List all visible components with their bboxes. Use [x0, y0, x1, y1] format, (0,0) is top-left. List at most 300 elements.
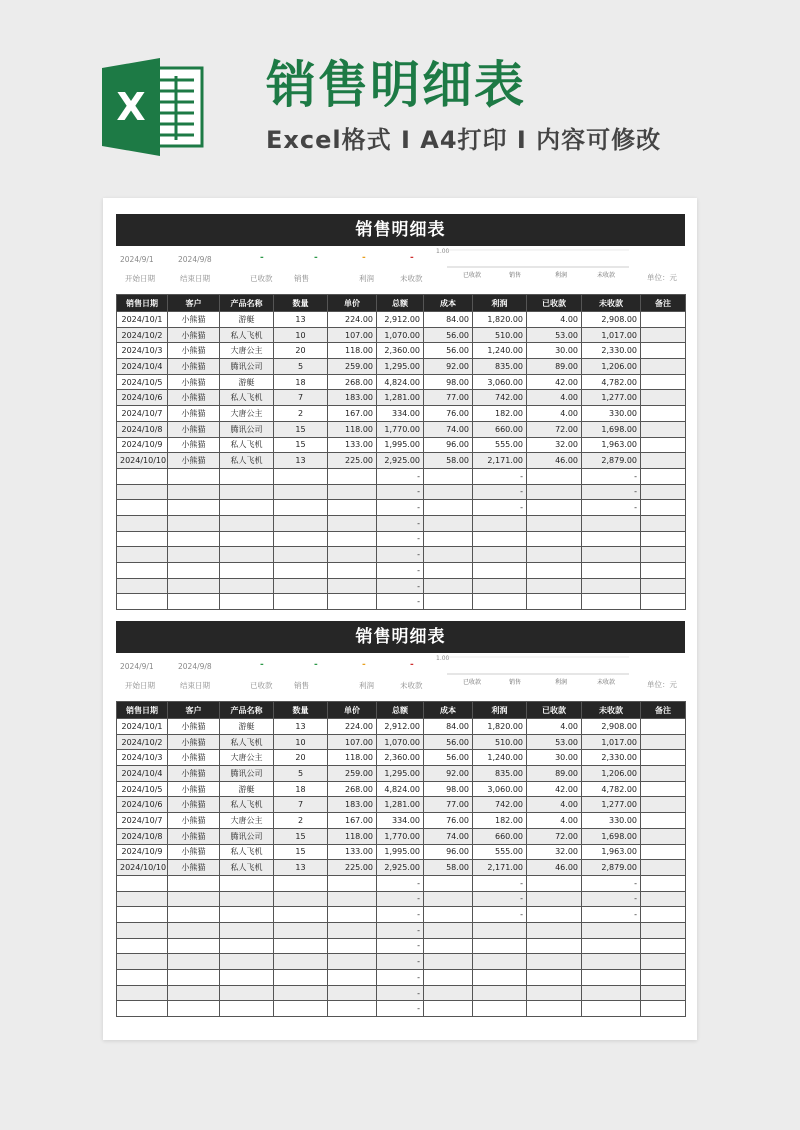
cell-profit: -	[473, 907, 527, 923]
cell-cost: 58.00	[424, 860, 473, 876]
cell-cost: 74.00	[424, 421, 473, 437]
cell-received: 4.00	[527, 312, 582, 328]
end-date: 2024/9/8	[178, 255, 212, 264]
cell-received	[527, 1001, 582, 1017]
received-label: 已收款	[250, 274, 273, 283]
table-row	[117, 500, 686, 516]
cell-product	[220, 891, 274, 907]
unreceived-label: 未收款	[400, 274, 423, 283]
cell-unit-price	[328, 907, 377, 923]
table-row	[117, 797, 686, 813]
cell-quantity: 7	[274, 390, 328, 406]
cell-customer: 小熊猫	[168, 766, 220, 782]
cell-profit: 182.00	[473, 406, 527, 422]
header-cost: 成本	[424, 295, 473, 312]
start-date: 2024/9/1	[120, 255, 154, 264]
cell-cost: 77.00	[424, 797, 473, 813]
cell-product: 大唐公主	[220, 406, 274, 422]
chart-label-unreceived: 未收款	[597, 679, 616, 686]
cell-cost	[424, 468, 473, 484]
cell-received: 4.00	[527, 797, 582, 813]
header-product: 产品名称	[220, 295, 274, 312]
cell-received	[527, 954, 582, 970]
cell-cost: 56.00	[424, 343, 473, 359]
cell-customer: 小熊猫	[168, 828, 220, 844]
cell-unit-price	[328, 938, 377, 954]
cell-remark	[641, 781, 686, 797]
cell-customer: 小熊猫	[168, 327, 220, 343]
cell-received: 46.00	[527, 860, 582, 876]
cell-customer: 小熊猫	[168, 421, 220, 437]
table-header-row	[117, 295, 686, 312]
cell-total: 1,070.00	[377, 734, 424, 750]
summary-chart	[436, 246, 631, 294]
profit-value: -	[362, 660, 366, 670]
cell-cost: 56.00	[424, 327, 473, 343]
cell-total: 1,770.00	[377, 828, 424, 844]
table-body	[117, 719, 686, 1017]
cell-total: 1,770.00	[377, 421, 424, 437]
cell-quantity: 13	[274, 453, 328, 469]
cell-remark	[641, 453, 686, 469]
cell-sale-date: 2024/10/10	[117, 860, 168, 876]
cell-sale-date	[117, 531, 168, 547]
cell-cost: 84.00	[424, 312, 473, 328]
sheet-title: 销售明细表	[116, 214, 685, 246]
cell-sale-date	[117, 875, 168, 891]
cell-profit: 1,820.00	[473, 719, 527, 735]
cell-total: 1,070.00	[377, 327, 424, 343]
cell-received: 53.00	[527, 734, 582, 750]
cell-sale-date: 2024/10/8	[117, 421, 168, 437]
cell-received: 4.00	[527, 719, 582, 735]
end-date: 2024/9/8	[178, 662, 212, 671]
cell-customer: 小熊猫	[168, 374, 220, 390]
header-unreceived: 未收款	[582, 702, 641, 719]
cell-quantity	[274, 563, 328, 579]
cell-total: 334.00	[377, 406, 424, 422]
table-row	[117, 437, 686, 453]
cell-total: 2,360.00	[377, 750, 424, 766]
cell-cost	[424, 594, 473, 610]
cell-received	[527, 578, 582, 594]
cell-profit	[473, 563, 527, 579]
cell-profit: 3,060.00	[473, 374, 527, 390]
chart-label-unreceived: 未收款	[597, 272, 616, 279]
cell-cost: 96.00	[424, 844, 473, 860]
cell-received	[527, 515, 582, 531]
cell-received	[527, 891, 582, 907]
cell-profit: -	[473, 468, 527, 484]
cell-profit	[473, 922, 527, 938]
cell-total: -	[377, 1001, 424, 1017]
cell-quantity: 2	[274, 813, 328, 829]
cell-product: 游艇	[220, 312, 274, 328]
cell-unreceived: 1,206.00	[582, 766, 641, 782]
chart-label-profit: 利润	[555, 679, 568, 686]
cell-product	[220, 1001, 274, 1017]
cell-unreceived: 1,963.00	[582, 844, 641, 860]
cell-cost: 56.00	[424, 734, 473, 750]
cell-remark	[641, 437, 686, 453]
cell-unit-price: 118.00	[328, 750, 377, 766]
header-remark: 备注	[641, 295, 686, 312]
cell-sale-date: 2024/10/6	[117, 797, 168, 813]
cell-customer: 小熊猫	[168, 343, 220, 359]
cell-sale-date	[117, 500, 168, 516]
cell-unreceived	[582, 922, 641, 938]
cell-profit: 1,240.00	[473, 343, 527, 359]
table-row	[117, 766, 686, 782]
cell-quantity	[274, 938, 328, 954]
table-row	[117, 327, 686, 343]
header-received: 已收款	[527, 702, 582, 719]
table-row	[117, 970, 686, 986]
cell-product: 游艇	[220, 374, 274, 390]
cell-cost: 56.00	[424, 750, 473, 766]
cell-quantity	[274, 1001, 328, 1017]
sales-value: -	[314, 660, 318, 670]
cell-product: 私人飞机	[220, 844, 274, 860]
cell-profit	[473, 985, 527, 1001]
cell-customer: 小熊猫	[168, 860, 220, 876]
cell-quantity	[274, 922, 328, 938]
cell-profit: 660.00	[473, 421, 527, 437]
cell-received: 4.00	[527, 813, 582, 829]
start-date-label: 开始日期	[125, 274, 155, 283]
cell-product: 腾讯公司	[220, 766, 274, 782]
sales-table	[116, 701, 686, 1017]
cell-unit-price	[328, 578, 377, 594]
unit-label: 单位：元	[647, 273, 677, 282]
cell-received	[527, 922, 582, 938]
table-row	[117, 421, 686, 437]
cell-remark	[641, 594, 686, 610]
cell-total: 1,281.00	[377, 797, 424, 813]
cell-product	[220, 468, 274, 484]
table-row	[117, 531, 686, 547]
cell-sale-date	[117, 938, 168, 954]
cell-cost: 92.00	[424, 766, 473, 782]
cell-total: -	[377, 922, 424, 938]
cell-profit	[473, 547, 527, 563]
cell-unreceived	[582, 954, 641, 970]
cell-unreceived	[582, 531, 641, 547]
cell-quantity: 13	[274, 312, 328, 328]
profit-value: -	[362, 253, 366, 263]
cell-sale-date: 2024/10/1	[117, 719, 168, 735]
cell-sale-date: 2024/10/4	[117, 359, 168, 375]
cell-unit-price: 268.00	[328, 781, 377, 797]
cell-remark	[641, 343, 686, 359]
cell-total: -	[377, 500, 424, 516]
table-row	[117, 985, 686, 1001]
cell-quantity	[274, 985, 328, 1001]
cell-unreceived: 2,879.00	[582, 453, 641, 469]
cell-customer: 小熊猫	[168, 437, 220, 453]
cell-profit: 555.00	[473, 437, 527, 453]
header-remark: 备注	[641, 702, 686, 719]
cell-remark	[641, 954, 686, 970]
cell-cost	[424, 578, 473, 594]
cell-quantity	[274, 891, 328, 907]
cell-product: 私人飞机	[220, 437, 274, 453]
cell-remark	[641, 531, 686, 547]
cell-product	[220, 547, 274, 563]
svg-text:X: X	[116, 85, 146, 129]
cell-product	[220, 954, 274, 970]
cell-cost	[424, 875, 473, 891]
cell-profit: -	[473, 891, 527, 907]
summary-panel	[116, 653, 685, 701]
cell-remark	[641, 515, 686, 531]
table-row	[117, 907, 686, 923]
cell-received: 46.00	[527, 453, 582, 469]
unreceived-label: 未收款	[400, 681, 423, 690]
cell-cost: 74.00	[424, 828, 473, 844]
cell-cost	[424, 515, 473, 531]
cell-unreceived: 330.00	[582, 813, 641, 829]
cell-unreceived: 2,879.00	[582, 860, 641, 876]
cell-profit	[473, 954, 527, 970]
cell-profit	[473, 578, 527, 594]
header-profit: 利润	[473, 702, 527, 719]
table-row	[117, 954, 686, 970]
cell-unreceived: 1,698.00	[582, 421, 641, 437]
cell-remark	[641, 797, 686, 813]
cell-customer: 小熊猫	[168, 453, 220, 469]
cell-unreceived: 1,206.00	[582, 359, 641, 375]
cell-profit: 2,171.00	[473, 453, 527, 469]
cell-received	[527, 531, 582, 547]
table-row	[117, 734, 686, 750]
cell-unit-price	[328, 891, 377, 907]
cell-sale-date	[117, 594, 168, 610]
cell-total: -	[377, 907, 424, 923]
cell-product: 腾讯公司	[220, 828, 274, 844]
header-total: 总额	[377, 702, 424, 719]
chart-y-max: 1.00	[436, 655, 450, 662]
cell-unit-price	[328, 484, 377, 500]
table-row	[117, 343, 686, 359]
cell-quantity: 7	[274, 797, 328, 813]
cell-cost	[424, 907, 473, 923]
cell-total: -	[377, 985, 424, 1001]
cell-remark	[641, 421, 686, 437]
cell-profit	[473, 1001, 527, 1017]
header-received: 已收款	[527, 295, 582, 312]
received-value: -	[260, 660, 264, 670]
table-row	[117, 594, 686, 610]
cell-unit-price: 224.00	[328, 719, 377, 735]
cell-product: 大唐公主	[220, 750, 274, 766]
cell-remark	[641, 1001, 686, 1017]
cell-total: 4,824.00	[377, 374, 424, 390]
cell-unreceived: -	[582, 891, 641, 907]
cell-product: 腾讯公司	[220, 421, 274, 437]
cell-product: 大唐公主	[220, 343, 274, 359]
cell-received	[527, 985, 582, 1001]
cell-quantity	[274, 594, 328, 610]
cell-remark	[641, 500, 686, 516]
cell-customer	[168, 531, 220, 547]
cell-sale-date: 2024/10/8	[117, 828, 168, 844]
cell-received: 30.00	[527, 343, 582, 359]
cell-product	[220, 938, 274, 954]
cell-customer: 小熊猫	[168, 734, 220, 750]
cell-remark	[641, 907, 686, 923]
cell-remark	[641, 547, 686, 563]
cell-remark	[641, 578, 686, 594]
cell-cost: 92.00	[424, 359, 473, 375]
cell-customer: 小熊猫	[168, 390, 220, 406]
cell-quantity	[274, 578, 328, 594]
cell-unit-price: 133.00	[328, 437, 377, 453]
cell-remark	[641, 938, 686, 954]
start-date: 2024/9/1	[120, 662, 154, 671]
cell-profit: 510.00	[473, 327, 527, 343]
cell-cost	[424, 531, 473, 547]
cell-received	[527, 500, 582, 516]
cell-quantity: 5	[274, 766, 328, 782]
cell-quantity: 13	[274, 860, 328, 876]
cell-unreceived	[582, 515, 641, 531]
cell-remark	[641, 484, 686, 500]
cell-quantity: 10	[274, 327, 328, 343]
cell-sale-date: 2024/10/9	[117, 437, 168, 453]
cell-total: 1,281.00	[377, 390, 424, 406]
table-header-row	[117, 702, 686, 719]
cell-profit: -	[473, 875, 527, 891]
cell-customer	[168, 875, 220, 891]
cell-unreceived: 1,698.00	[582, 828, 641, 844]
cell-total: -	[377, 938, 424, 954]
chart-y-max: 1.00	[436, 248, 450, 255]
cell-unit-price	[328, 954, 377, 970]
cell-remark	[641, 875, 686, 891]
cell-customer	[168, 468, 220, 484]
cell-product: 腾讯公司	[220, 359, 274, 375]
cell-received: 4.00	[527, 406, 582, 422]
cell-cost	[424, 938, 473, 954]
cell-remark	[641, 374, 686, 390]
table-row	[117, 390, 686, 406]
cell-unreceived	[582, 547, 641, 563]
cell-unit-price: 167.00	[328, 813, 377, 829]
cell-customer	[168, 578, 220, 594]
cell-customer: 小熊猫	[168, 719, 220, 735]
cell-profit: -	[473, 500, 527, 516]
cell-sale-date: 2024/10/2	[117, 734, 168, 750]
profit-label: 利润	[359, 681, 374, 690]
cell-cost: 98.00	[424, 781, 473, 797]
cell-sale-date: 2024/10/9	[117, 844, 168, 860]
cell-unreceived: -	[582, 907, 641, 923]
cell-quantity: 5	[274, 359, 328, 375]
cell-remark	[641, 312, 686, 328]
cell-customer	[168, 547, 220, 563]
table-row	[117, 578, 686, 594]
cell-profit: 835.00	[473, 766, 527, 782]
received-value: -	[260, 253, 264, 263]
table-row	[117, 750, 686, 766]
table-row	[117, 312, 686, 328]
cell-received	[527, 484, 582, 500]
cell-total: 4,824.00	[377, 781, 424, 797]
cell-sale-date	[117, 970, 168, 986]
cell-received	[527, 594, 582, 610]
cell-remark	[641, 813, 686, 829]
cell-total: 2,912.00	[377, 312, 424, 328]
cell-unreceived: 1,963.00	[582, 437, 641, 453]
cell-product	[220, 578, 274, 594]
cell-total: -	[377, 970, 424, 986]
cell-cost: 76.00	[424, 813, 473, 829]
cell-product	[220, 594, 274, 610]
cell-total: -	[377, 891, 424, 907]
table-row	[117, 922, 686, 938]
cell-unit-price	[328, 1001, 377, 1017]
cell-unit-price: 167.00	[328, 406, 377, 422]
cell-sale-date: 2024/10/7	[117, 406, 168, 422]
summary-panel	[116, 246, 685, 294]
cell-customer: 小熊猫	[168, 750, 220, 766]
cell-received: 30.00	[527, 750, 582, 766]
cell-remark	[641, 563, 686, 579]
cell-profit: -	[473, 484, 527, 500]
cell-remark	[641, 406, 686, 422]
cell-unreceived	[582, 1001, 641, 1017]
banner-title: 销售明细表	[266, 56, 526, 114]
table-row	[117, 406, 686, 422]
cell-unit-price	[328, 970, 377, 986]
sales-label: 销售	[294, 681, 309, 690]
cell-sale-date: 2024/10/7	[117, 813, 168, 829]
table-row	[117, 781, 686, 797]
table-row	[117, 453, 686, 469]
cell-sale-date: 2024/10/5	[117, 374, 168, 390]
cell-unit-price: 259.00	[328, 359, 377, 375]
cell-cost: 98.00	[424, 374, 473, 390]
cell-cost	[424, 484, 473, 500]
cell-unreceived: 2,908.00	[582, 312, 641, 328]
cell-received	[527, 547, 582, 563]
cell-cost	[424, 922, 473, 938]
cell-customer	[168, 938, 220, 954]
end-date-label: 结束日期	[180, 681, 210, 690]
table-row	[117, 374, 686, 390]
cell-received: 32.00	[527, 844, 582, 860]
cell-unit-price: 118.00	[328, 343, 377, 359]
table-row	[117, 828, 686, 844]
header-profit: 利润	[473, 295, 527, 312]
table-row	[117, 719, 686, 735]
cell-sale-date: 2024/10/6	[117, 390, 168, 406]
cell-cost: 96.00	[424, 437, 473, 453]
cell-total: 2,925.00	[377, 453, 424, 469]
cell-remark	[641, 891, 686, 907]
header-unit-price: 单价	[328, 702, 377, 719]
cell-received: 4.00	[527, 390, 582, 406]
cell-customer	[168, 907, 220, 923]
cell-unit-price	[328, 531, 377, 547]
cell-received: 32.00	[527, 437, 582, 453]
cell-quantity: 13	[274, 719, 328, 735]
cell-cost	[424, 547, 473, 563]
cell-product: 游艇	[220, 719, 274, 735]
cell-customer: 小熊猫	[168, 844, 220, 860]
cell-customer	[168, 515, 220, 531]
